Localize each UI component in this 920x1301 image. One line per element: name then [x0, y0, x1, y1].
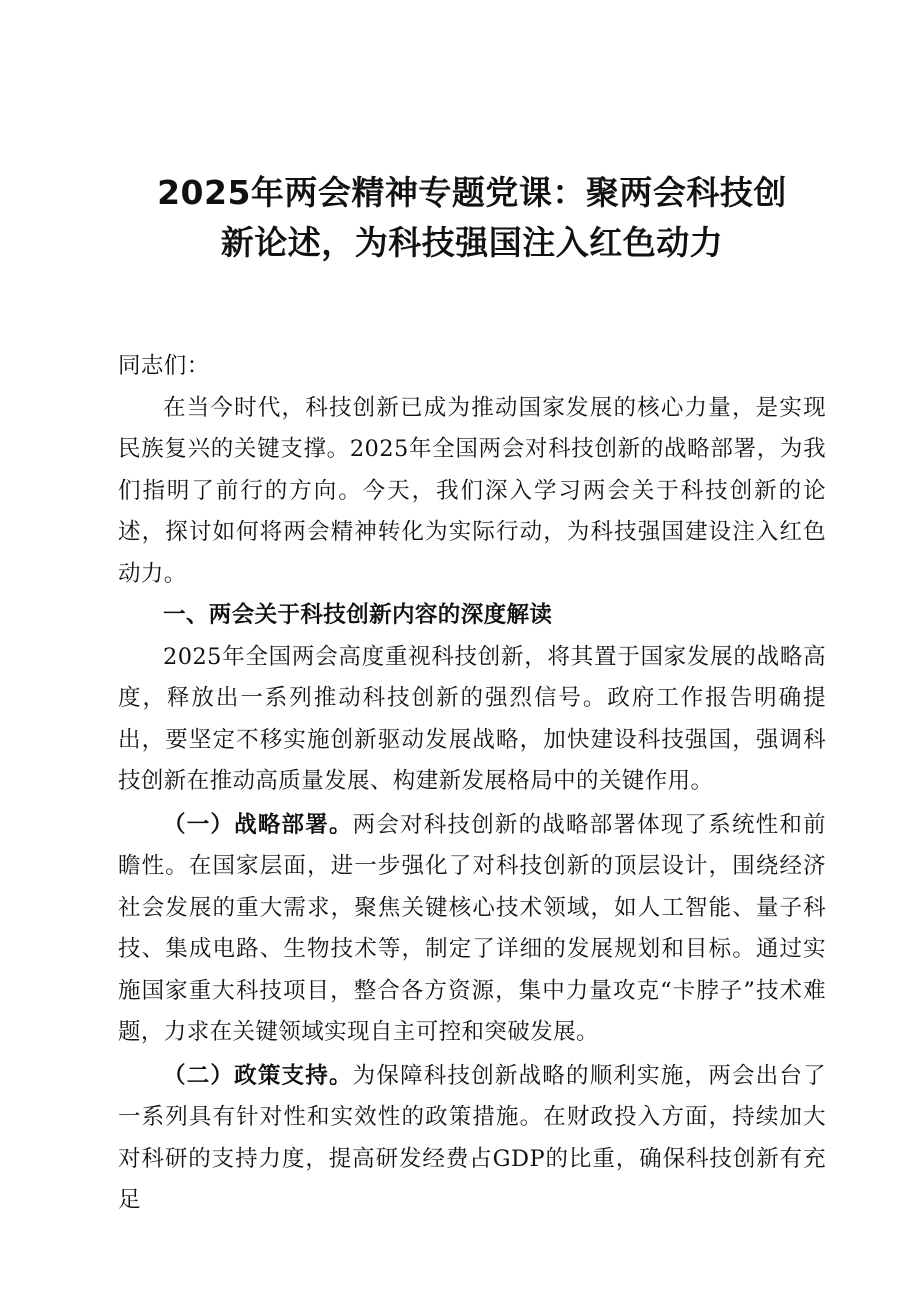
document-body	[118, 346, 826, 1222]
section-1-heading: 一、两会关于科技创新内容的深度解读	[163, 602, 553, 628]
subsection-2-heading: （二）政策支持。	[163, 1062, 353, 1089]
document-title	[118, 168, 826, 268]
subsection-2-body: 为保障科技创新战略的顺利实施，两会出台了一系列具有针对性和实效性的政策措施。在财政投入方面，持续加大对科研的支持力度，提高研发经费占GDP的比重，确保科技创新有充足	[118, 1062, 826, 1213]
subsection-1-body: 两会对科技创新的战略部署体现了系统性和前瞻性。在国家层面，进一步强化了对科技创新的顶层设计，围绕经济社会发展的重大需求，聚焦关键核心技术领域，如人工智能、量子科技、集成电路、生物技术等，制定了详细的发展规划和目标。通过实施国家重大科技项目，整合各方资源，集中力量攻克“卡脖子”技术难题，力求在关键领域实现自主可控和突破发展。	[118, 811, 826, 1045]
title-line-1: 2025年两会精神专题党课：聚两会科技创	[157, 173, 787, 212]
document-content	[118, 168, 826, 1222]
section-1-paragraph: 2025年全国两会高度重视科技创新，将其置于国家发展的战略高度，释放出一系列推动科技创新的强烈信号。政府工作报告明确提出，要坚定不移实施创新驱动发展战略，加快建设科技强国，强调科技创新在推动高质量发展、构建新发展格局中的关键作用。	[118, 643, 826, 794]
subsection-1-paragraph	[118, 805, 826, 1054]
intro-paragraph: 在当今时代，科技创新已成为推动国家发展的核心力量，是实现民族复兴的关键支撑。2025年全国两会对科技创新的战略部署，为我们指明了前行的方向。今天，我们深入学习两会关于科技创新的论述，探讨如何将两会精神转化为实际行动，为科技强国建设注入红色动力。	[118, 394, 826, 587]
subsection-2-paragraph	[118, 1056, 826, 1222]
title-line-2: 新论述，为科技强国注入红色动力	[220, 223, 724, 262]
salutation: 同志们：	[118, 353, 210, 379]
subsection-1-heading: （一）战略部署。	[163, 811, 353, 838]
